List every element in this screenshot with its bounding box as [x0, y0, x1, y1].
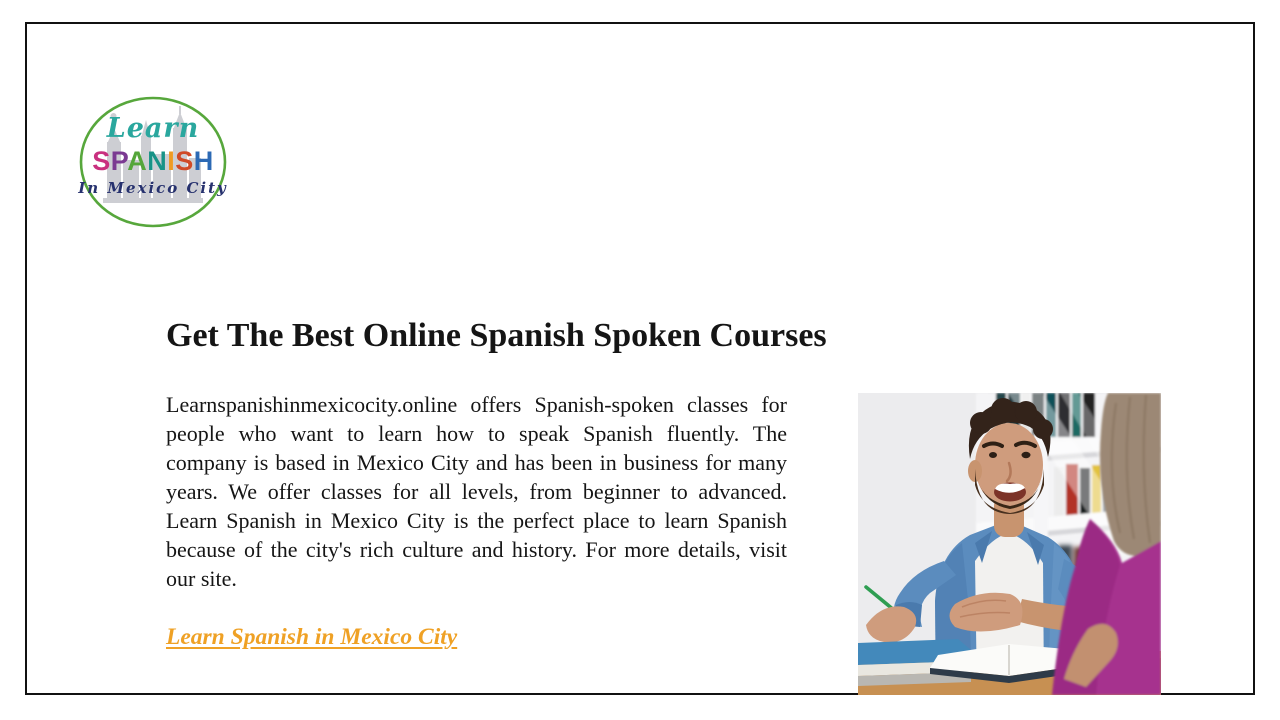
logo-tagline: In Mexico City	[78, 179, 228, 197]
teacher-student-illustration	[858, 393, 1161, 695]
course-link[interactable]: Learn Spanish in Mexico City	[166, 624, 458, 650]
document-page	[25, 22, 1255, 695]
site-logo	[77, 86, 229, 236]
course-photo	[858, 393, 1161, 695]
page-title: Get The Best Online Spanish Spoken Courses	[166, 317, 827, 354]
logo-learn: Learn	[106, 113, 200, 144]
article-paragraph: Learnspanishinmexicocity.online offers Spanish-spoken classes for people who want to learn how to speak Spanish fluently. The company is based in Mexico City and has been in business for many years. We offer classes for all levels, from beginner to advanced. Learn Spanish in Mexico City is the perfect place to learn Spanish because of the city's rich culture and history. For more details, visit our site.	[166, 392, 787, 591]
logo-spanish: SPANISH	[92, 146, 214, 176]
